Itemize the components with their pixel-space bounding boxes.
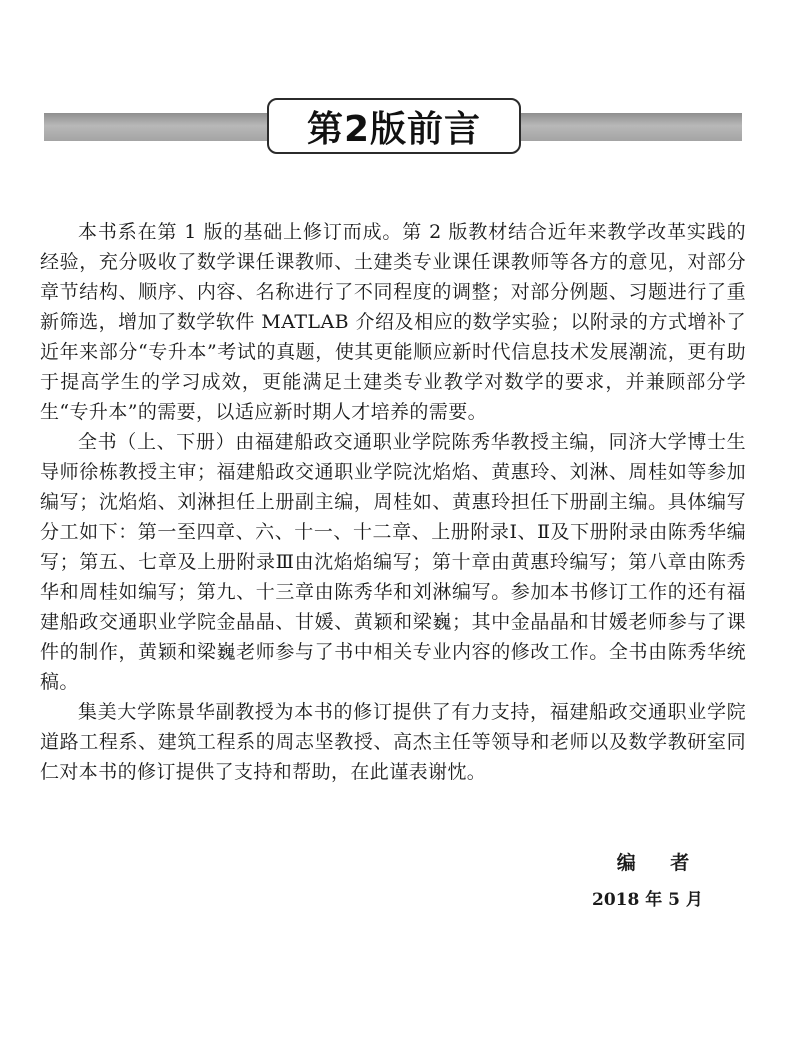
title-box	[267, 98, 521, 154]
preface-body	[40, 217, 746, 787]
signature-author: 编 者	[616, 852, 704, 874]
paragraph-acknowledgements: 集美大学陈景华副教授为本书的修订提供了有力支持，福建船政交通职业学院道路工程系、建筑工程系的周志坚教授、高杰主任等领导和老师以及数学教研室同仁对本书的修订提供了支持和帮助，在此谨表谢忱。	[40, 701, 746, 783]
signature-date: 2018 年 5 月	[592, 890, 703, 910]
paragraph-revision-overview: 本书系在第 1 版的基础上修订而成。第 2 版教材结合近年来教学改革实践的经验，充分吸收了数学课任课教师、土建类专业课任课教师等各方的意见，对部分章节结构、顺序、内容、名称进行了不同程度的调整；对部分例题、习题进行了重新筛选，增加了数学软件 MATLAB 介绍及相应的数学实验；以附录的方式增补了近年来部分“专升本”考试的真题，使其更能顺应新时代信息技术发展潮流，更有助于提高学生的学习成效，更能满足土建类专业教学对数学的要求，并兼顾部分学生“专升本”的需要，以适应新时期人才培养的需要。	[40, 221, 746, 423]
page-title: 第2版前言	[306, 108, 482, 150]
paragraph-authorship: 全书（上、下册）由福建船政交通职业学院陈秀华教授主编，同济大学博士生导师徐栋教授主审；福建船政交通职业学院沈焰焰、黄惠玲、刘淋、周桂如等参加编写；沈焰焰、刘淋担任上册副主编，周桂如、黄惠玲担任下册副主编。具体编写分工如下：第一至四章、六、十一、十二章、上册附录Ⅰ、Ⅱ及下册附录由陈秀华编写；第五、七章及上册附录Ⅲ由沈焰焰编写；第十章由黄惠玲编写；第八章由陈秀华和周桂如编写；第九、十三章由陈秀华和刘淋编写。参加本书修订工作的还有福建船政交通职业学院金晶晶、甘媛、黄颖和梁巍；其中金晶晶和甘媛老师参与了课件的制作，黄颖和梁巍老师参与了书中相关专业内容的修改工作。全书由陈秀华统稿。	[40, 431, 746, 693]
